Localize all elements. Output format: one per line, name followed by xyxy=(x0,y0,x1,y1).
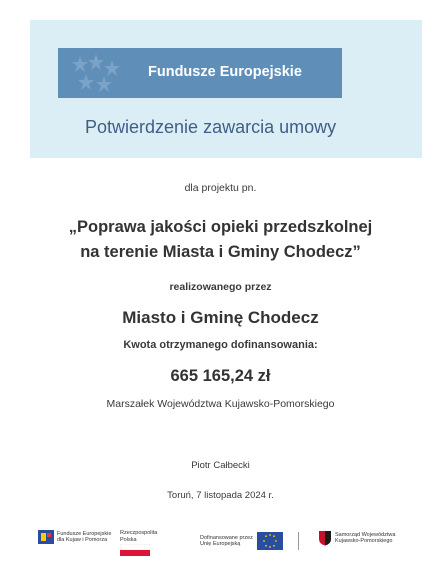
logo3-line2: Unię Europejską xyxy=(200,541,241,547)
logo4-line2: Kujawsko-Pomorskiego xyxy=(335,538,393,544)
logo3-line1: Dofinansowane przez xyxy=(200,534,253,541)
amount-value: 665 165,24 zł xyxy=(170,367,271,385)
logo2-line2: Polska xyxy=(120,536,137,543)
footer-divider xyxy=(298,532,299,550)
footer-logos xyxy=(0,528,441,558)
project-title-line-2: na terenie Miasta i Gminy Chodecz” xyxy=(80,243,361,261)
logo-fe-kujawy-pomorze xyxy=(38,530,111,544)
beneficiary-name: Miasto i Gminę Chodecz xyxy=(122,308,319,327)
logo-samorzad xyxy=(318,530,395,546)
coat-of-arms-icon xyxy=(318,530,332,546)
eu-stars-decoration-icon xyxy=(66,52,136,94)
logo2-line1: Rzeczpospolita xyxy=(120,530,158,536)
project-title-line-1: „Poprawa jakości opieki przedszkolnej xyxy=(68,218,373,236)
poland-flag-icon xyxy=(120,544,150,556)
logo-eu xyxy=(200,532,283,550)
issuer-text: Marszałek Województwa Kujawsko-Pomorskiego xyxy=(106,398,335,410)
program-name: Fundusze Europejskie xyxy=(148,64,302,80)
eu-flag-icon xyxy=(257,532,283,550)
realized-by-text: realizowanego przez xyxy=(169,281,272,293)
logo1-line1: Fundusze Europejskie xyxy=(57,530,112,537)
logo1-line2: dla Kujaw i Pomorza xyxy=(57,537,108,543)
logo4-line1: Samorząd Województwa xyxy=(335,531,396,538)
fe-logo-icon xyxy=(38,530,54,544)
place-date: Toruń, 7 listopada 2024 r. xyxy=(167,490,274,501)
amount-label: Kwota otrzymanego dofinansowania: xyxy=(123,339,318,351)
signatory-name: Piotr Całbecki xyxy=(191,460,250,471)
document-title: Potwierdzenie zawarcia umowy xyxy=(85,117,337,137)
intro-text: dla projektu pn. xyxy=(184,182,257,194)
logo-rzeczpospolita xyxy=(120,530,157,556)
